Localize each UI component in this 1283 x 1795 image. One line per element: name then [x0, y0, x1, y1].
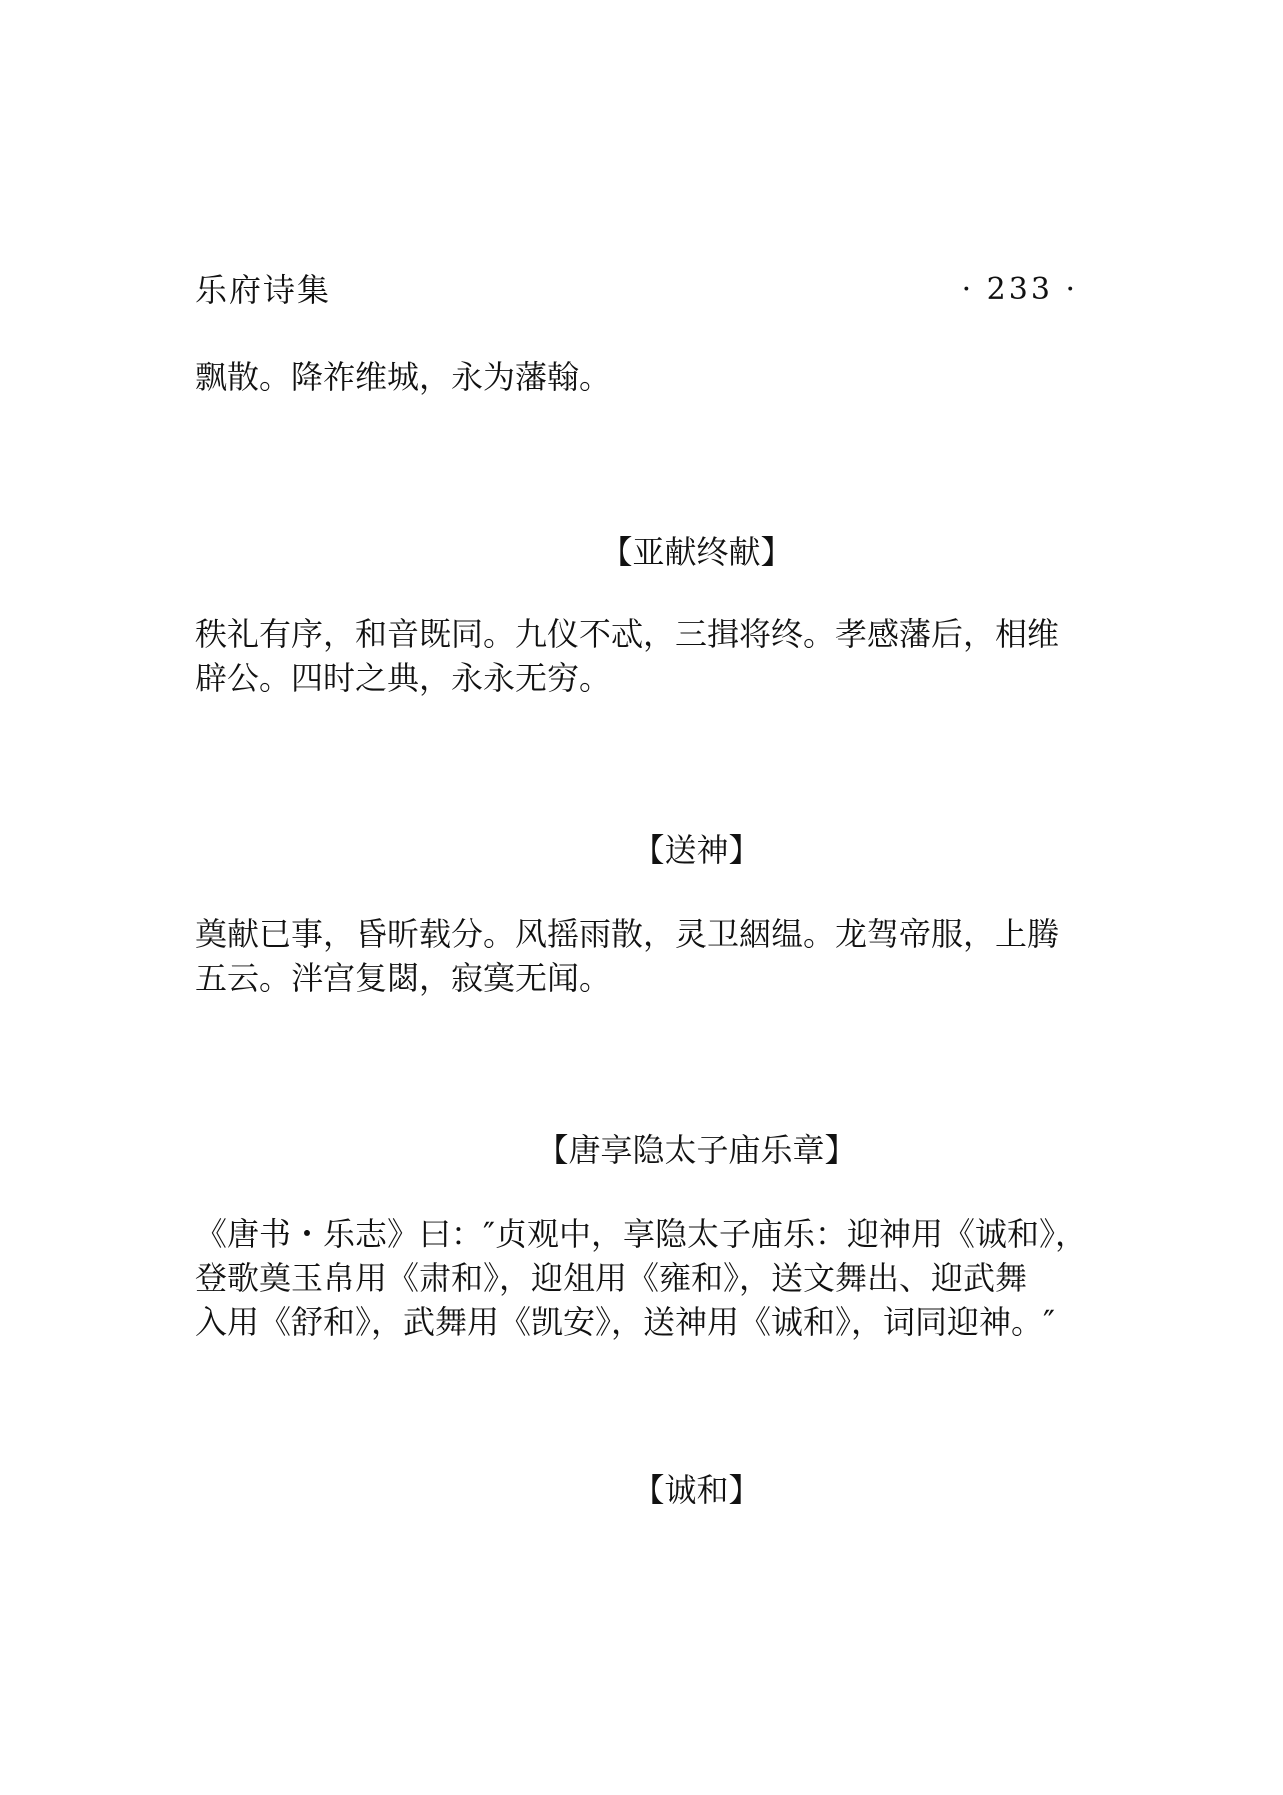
paragraph-3: 奠献已事，昏昕载分。风摇雨散，灵卫絪缊。龙驾帝服，上腾 五云。泮宫复閟，寂寞无闻。 [195, 915, 1060, 997]
section-heading-tang-xiang [0, 1128, 1283, 1172]
section-heading-chenghe [0, 1468, 1283, 1512]
book-title: 乐府诗集 [195, 271, 332, 309]
section-heading-text: 【唐享隐太子庙乐章】 [536, 1131, 857, 1169]
paragraph-2: 秩礼有序，和音既同。九仪不忒，三揖将终。孝感藩后，相维 辟公。四时之典，永永无穷。 [195, 615, 1060, 697]
section-heading-yaxian-zhongxian [0, 530, 1283, 574]
page-number: · 233 · [961, 272, 1078, 307]
section-heading-text: 【亚献终献】 [600, 533, 793, 571]
section-heading-text: 【送神】 [632, 831, 761, 869]
paragraph-1: 飘散。降祚维城，永为藩翰。 [195, 358, 612, 396]
paragraph-4: 《唐书・乐志》曰：″贞观中，享隐太子庙乐：迎神用《诚和》， 登歌奠玉帛用《肃和》，迎俎用《雍和》，送文舞出、迎武舞 入用《舒和》，武舞用《凯安》，送神用《诚和》，词同迎神。″ [195, 1215, 1087, 1341]
section-heading-text: 【诚和】 [632, 1471, 761, 1509]
section-heading-songshen [0, 828, 1283, 872]
